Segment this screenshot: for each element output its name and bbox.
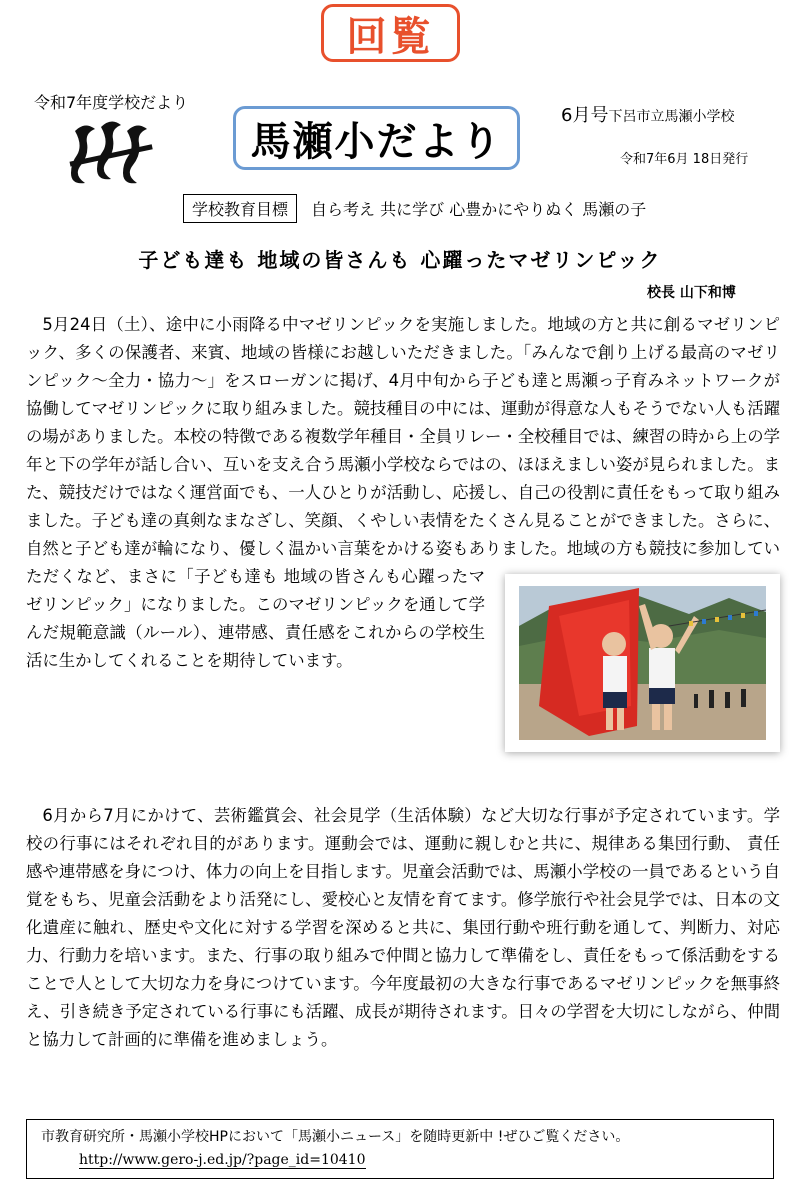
issue-month: 6月号 [561, 105, 609, 126]
event-photo-image [519, 586, 766, 740]
article-headline: 子ども達も 地域の皆さんも 心躍ったマゼリンピック [138, 248, 662, 272]
article-author: 校長 山下和博 [647, 285, 736, 301]
article-paragraph-2: 6月から7月にかけて、芸術鑑賞会、社会見学（生活体験）など大切な行事が予定されています。学校の行事にはそれぞれ目的があります。運動会では、運動に親しむと共に、規律ある集団行動、 責任感や連帯感を身につけ、体力の向上を目指します。児童会活動では、馬瀬小学校の一員であるという自覚をもち、児童会活動をより活発にし、愛校心と友情を育てます。修学旅行や社会見学では、日本の文化遺産に触れ、歴史や文化に対する学習を深めると共に、集団行動や班行動を通して、判断力、対応力、行動力を培います。また、行事の取り組みで仲間と協力して準備をし、責任をもって係活動をすることで人として大切な力を身につけています。今年度最初の大きな行事であるマゼリンピックを無事終え、引き続き予定されている行事にも活躍、成長が期待されます。日々の学習を大切にしながら、仲間と協力して計画的に準備を進めましょう。 [26, 806, 780, 1049]
footer-notice: 市教育研究所・馬瀬小学校HPにおいて「馬瀬小ニュース」を随時更新中 !ぜひご覧ください。 [41, 1129, 630, 1145]
education-goal-text: 自ら考え 共に学び 心豊かにやりぬく 馬瀬の子 [311, 199, 647, 219]
education-goal [183, 194, 646, 222]
circulation-stamp: 回覧 [321, 4, 460, 62]
event-photo [505, 574, 780, 752]
school-name: 下呂市立馬瀬小学校 [608, 109, 735, 125]
paragraph-1-text: 5月24日（土）、途中に小雨降る中マゼリンピックを実施しました。地域の方と共に創るマゼリンピック、多くの保護者、来賓、地域の皆様にお越しいただきました。「みんなで創り上げる最高のマゼリンピック～全力・協力～」をスローガンに掲げ、4月中旬から子ども達と馬瀬っ子育みネットワークが協働してマゼリンピックに取り組みました。競技種目の中には、運動が得意な人もそうでない人も活躍の場がありました。本校の特徴である複数学年種目・全員リレー・全校種目では、練習の時から上の学年と下の学年が話し合い、互いを支え合う馬瀬小学校ならではの、ほほえましい姿が見られました。また、競技だけではなく運営面でも、一人ひとりが活動し、応援し、自己の役割に責任をもって取り組みました。子ども達の真剣なまなざし、笑顔、くやしい表情をたくさん見ることができました。さらに、自然と子ども達が輪になり、優しく温かい言葉をかける姿もありました。地域の方も競技に参加していただくなど、まさに「子ども達も 地域の皆さんも心躍ったマゼリンピック」になりました。このマゼリンピックを通して学んだ規範意識（ルール）、連帯感、責任感をこれからの学校生活に生かしてくれることを期待しています。 [26, 315, 780, 670]
school-logo [65, 113, 157, 198]
education-goal-label: 学校教育目標 [183, 194, 297, 223]
issue-info [561, 101, 734, 127]
school-year-label: 令和7年度学校だより [34, 93, 189, 112]
newsletter-title: 馬瀬小だより [233, 106, 520, 170]
issue-date: 令和7年6月 18日発行 [620, 152, 749, 167]
school-website-link[interactable]: http://www.gero-j.ed.jp/?page_id=10410 [79, 1152, 366, 1168]
footer-notice-box [26, 1119, 774, 1179]
